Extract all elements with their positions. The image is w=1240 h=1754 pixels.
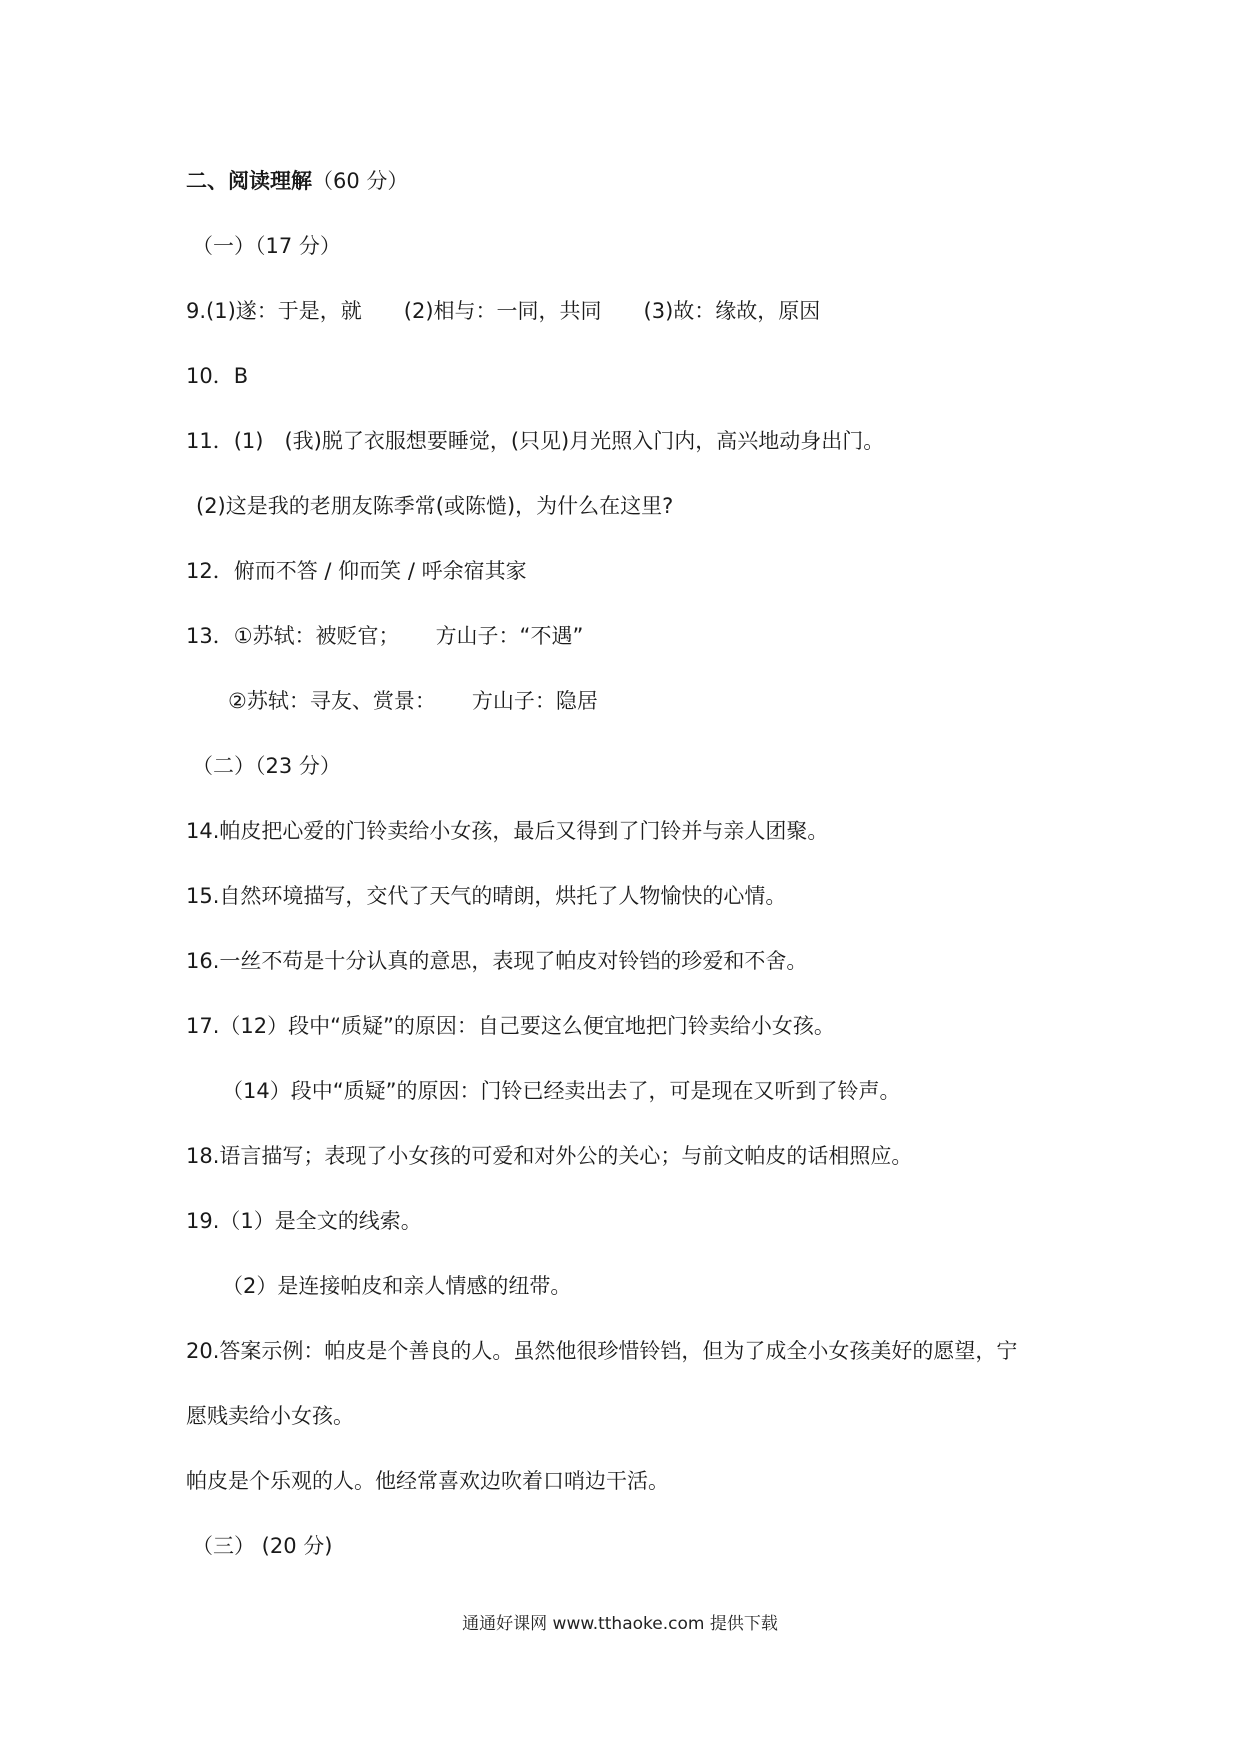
answer-10: 10．B — [186, 364, 249, 388]
section-title-text: 二、阅读理解 — [186, 169, 312, 193]
answer-13-fangshanzi-1: 方山子：“不遇” — [435, 624, 584, 648]
answer-15: 15.自然环境描写，交代了天气的晴朗，烘托了人物愉快的心情。 — [186, 884, 787, 908]
answer-9-part-3: (3)故：缘故，原因 — [643, 299, 821, 323]
answer-14: 14.帕皮把心爱的门铃卖给小女孩，最后又得到了门铃并与亲人团聚。 — [186, 819, 829, 843]
answer-9-part-1: 9.(1)遂：于是，就 — [186, 299, 362, 323]
answer-13-sushi-2: ②苏轼：寻友、赏景： — [228, 689, 436, 713]
answer-20-line-2: 愿贱卖给小女孩。 — [186, 1404, 354, 1428]
part-heading-2: （二）（23 分） — [192, 754, 341, 778]
answer-13-sushi-1: 13．①苏轼：被贬官； — [186, 624, 400, 648]
answer-13-part-1 — [186, 621, 583, 651]
section-score: （60 分） — [312, 169, 409, 193]
answer-17-part-2: （14）段中“质疑”的原因：门铃已经卖出去了，可是现在又听到了铃声。 — [222, 1079, 901, 1103]
answer-11-part-2: (2)这是我的老朋友陈季常(或陈慥)，为什么在这里? — [196, 494, 674, 518]
answer-12: 12．俯而不答 / 仰而笑 / 呼余宿其家 — [186, 559, 527, 583]
footer-download-note: 通通好课网 www.tthaoke.com 提供下载 — [462, 1614, 778, 1634]
answer-16: 16.一丝不苟是十分认真的意思，表现了帕皮对铃铛的珍爱和不舍。 — [186, 949, 808, 973]
answer-19-part-1: 19.（1）是全文的线索。 — [186, 1209, 422, 1233]
answer-19-part-2: （2）是连接帕皮和亲人情感的纽带。 — [222, 1274, 572, 1298]
part-heading-3: （三） (20 分) — [192, 1534, 333, 1558]
answer-9 — [186, 296, 820, 326]
answer-13-fangshanzi-2: 方山子：隐居 — [471, 689, 598, 713]
answer-17-part-1: 17.（12）段中“质疑”的原因：自己要这么便宜地把门铃卖给小女孩。 — [186, 1014, 835, 1038]
section-title — [186, 166, 408, 196]
answer-20-line-1: 20.答案示例：帕皮是个善良的人。虽然他很珍惜铃铛，但为了成全小女孩美好的愿望，宁 — [186, 1339, 1018, 1363]
part-heading-1: （一）（17 分） — [192, 234, 341, 258]
answer-13-part-2 — [228, 686, 598, 716]
answer-9-part-2: (2)相与：一同，共同 — [403, 299, 602, 323]
answer-20-line-3: 帕皮是个乐观的人。他经常喜欢边吹着口哨边干活。 — [186, 1469, 669, 1493]
answer-18: 18.语言描写；表现了小女孩的可爱和对外公的关心；与前文帕皮的话相照应。 — [186, 1144, 913, 1168]
answer-11-part-1: 11．(1) (我)脱了衣服想要睡觉，(只见)月光照入门内，高兴地动身出门。 — [186, 429, 885, 453]
